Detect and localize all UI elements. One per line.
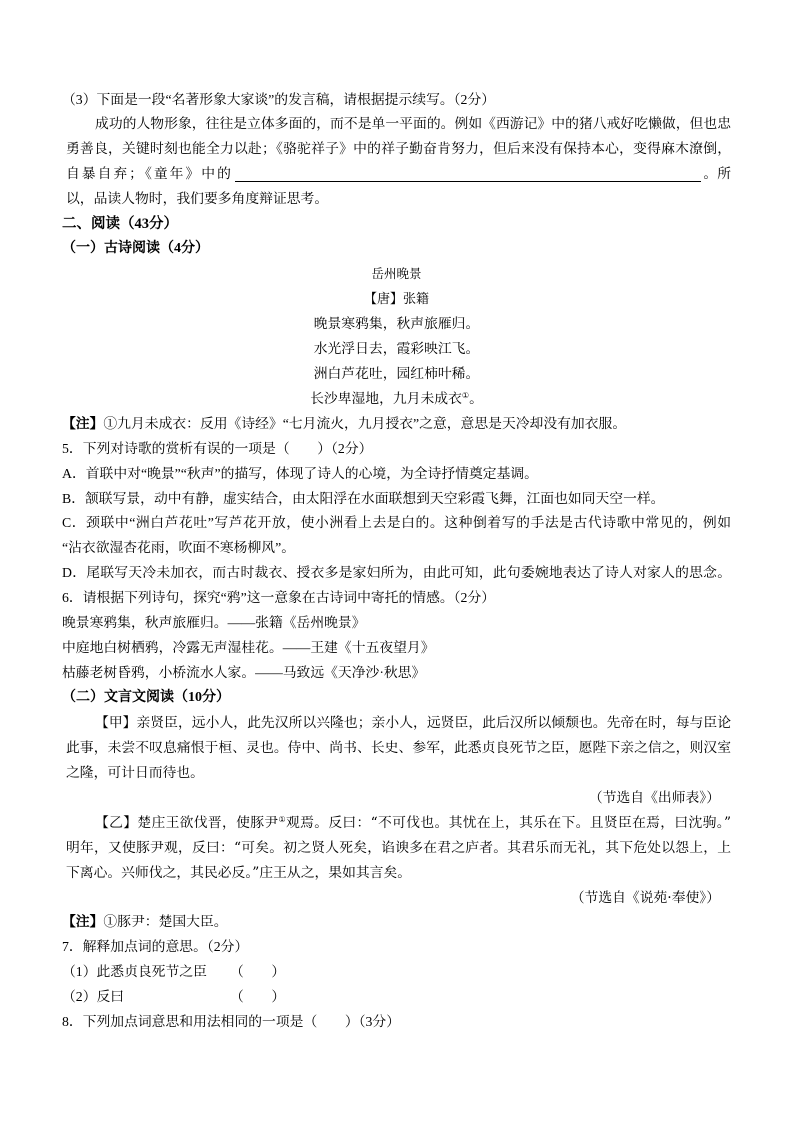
classical-note xyxy=(62,910,731,935)
poem-line-4 xyxy=(62,387,731,412)
q3-prompt: （3）下面是一段“名著形象大家谈”的发言稿，请根据提示续写。（2分） xyxy=(62,91,496,107)
q5-option-d: D．尾联写天冷未加衣，而古时裁衣、授衣多是家妇所为，由此可知，此句委婉地表达了诗人对家人的思念。 xyxy=(62,565,731,581)
part-title-poetry: （一）古诗阅读（4分） xyxy=(62,241,209,257)
poem-line-4-text: 长沙卑湿地，九月未成衣 xyxy=(310,390,462,407)
note-text: ①豚尹：楚国大臣。 xyxy=(103,914,228,930)
q7-item-answer-blank: （ ） xyxy=(230,964,286,980)
q7-item xyxy=(62,960,731,985)
footnote-marker: ① xyxy=(461,390,470,400)
passage-jia-text: 亲贤臣，远小人，此先汉所以兴隆也；亲小人，远贤臣，此后汉所以倾颓也。先帝在时，每与臣论 xyxy=(136,714,732,731)
fill-in-blank-underline xyxy=(235,162,702,182)
passage-jia-line-2: 此事，未尝不叹息痛恨于桓、灵也。侍中、尚书、长史、参军，此悉贞良死节之臣，愿陛下亲之信之，则汉室 xyxy=(66,739,731,756)
q6-prompt: 6．请根据下列诗句，探究“鸦”这一意象在古诗词中寄托的情感。（2分） xyxy=(62,590,496,606)
passage-yi-line-1 xyxy=(62,811,731,836)
q5-option-a: A．首联中对“晚景”“秋声”的描写，体现了诗人的心境，为全诗抒情奠定基调。 xyxy=(62,465,538,481)
speech-line-3-after-blank: 。所 xyxy=(703,166,731,183)
q7-item xyxy=(62,985,731,1010)
part-title-classical: （二）文言文阅读（10分） xyxy=(62,690,230,705)
q5-option-b: B．颔联写景，动中有静，虚实结合，由太阳浮在水面联想到天空彩霞飞舞，江面也如同天空一样。 xyxy=(62,490,665,506)
page-content xyxy=(62,88,731,1036)
q5-option-c-line-1: C．颈联中“洲白芦花吐”写芦花开放，使小洲看上去是白的。这种倒着写的手法是古代诗歌中常见的，例如 xyxy=(62,515,731,531)
footnote-marker: ① xyxy=(278,814,286,824)
passage-yi-source: （节选自《说苑·奉使》） xyxy=(570,889,720,906)
poem-author: 【唐】张籍 xyxy=(363,291,429,306)
note-text: ①九月未成衣：反用《诗经》“七月流火，九月授衣”之意，意思是天冷却没有加衣服。 xyxy=(103,415,627,431)
passage-jia-line-1 xyxy=(62,711,731,736)
passage-jia-line-3: 之隆，可计日而待也。 xyxy=(66,764,204,781)
passage-yi-label: 【乙】 xyxy=(95,814,138,830)
q7-item-answer-blank: （ ） xyxy=(230,989,286,1005)
q6-quote xyxy=(62,661,731,686)
q6-quote-source: ——马致远《天净沙·秋思》 xyxy=(255,665,426,681)
passage-yi-line-3: 下离心。兴师伐之，其民必反。”庄王从之，果如其言矣。 xyxy=(66,864,412,881)
q6-quote-verse: 中庭地白树栖鸦，冷露无声湿桂花。 xyxy=(62,640,283,657)
poem-line-4-punct: 。 xyxy=(469,390,483,407)
note-label: 【注】 xyxy=(62,914,104,930)
q6-quote-source: ——王建《十五夜望月》 xyxy=(282,640,435,656)
speech-line-4: 以，品读人物时，我们要多角度辩证思考。 xyxy=(66,191,329,208)
speech-line-2: 勇善良，关键时刻也能全力以赴；《骆驼祥子》中的祥子勤奋肯努力，但后来没有保持本心，变得麻木潦倒， xyxy=(66,141,731,158)
passage-jia-source: （节选自《出师表》） xyxy=(588,789,720,806)
poem-line-3: 洲白芦花吐，园红柿叶稀。 xyxy=(313,365,480,382)
q5-option-c-line-2: “沾衣欲湿杏花雨，吹面不寒杨柳风”。 xyxy=(62,540,295,556)
poem-line-1: 晚景寒鸦集，秋声旅雁归。 xyxy=(313,315,480,332)
q6-quote xyxy=(62,636,731,661)
note-label: 【注】 xyxy=(62,415,104,431)
q7-item-label: （2）反曰 xyxy=(62,989,125,1005)
section-title-reading: 二、阅读（43分） xyxy=(62,216,178,233)
poem-title: 岳州晚景 xyxy=(371,266,422,282)
q7-item-label: （1）此悉贞良死节之臣 xyxy=(62,964,207,980)
passage-jia-label: 【甲】 xyxy=(95,714,137,730)
q5-prompt: 5．下列对诗歌的赏析有误的一项是（ ）（2分） xyxy=(62,440,373,456)
speech-line-3 xyxy=(62,162,731,187)
passage-yi-text-before-marker: 楚庄王欲伐晋，使豚尹 xyxy=(137,814,279,831)
speech-line-1: 成功的人物形象，往往是立体多面的，而不是单一平面的。例如《西游记》中的猪八戒好吃懒做，但也忠 xyxy=(95,116,731,133)
q6-quote-source: ——张籍《岳州晚景》 xyxy=(227,615,366,631)
poem-note xyxy=(62,412,731,437)
q8-prompt: 8．下列加点词意思和用法相同的一项是（ ）（3分） xyxy=(62,1014,401,1030)
passage-yi-text-after-marker: 观焉。反曰：“不可伐也。其忧在上，其乐在下。且贤臣在焉，曰沈驹。” xyxy=(285,814,732,831)
q6-quote-verse: 枯藤老树昏鸦，小桥流水人家。 xyxy=(62,665,256,682)
q6-quote xyxy=(62,611,731,636)
q6-quote-verse: 晚景寒鸦集，秋声旅雁归。 xyxy=(62,615,228,632)
q7-prompt: 7．解释加点词的意思。（2分） xyxy=(62,939,249,955)
passage-yi-line-2: 明年，又使豚尹观，反曰：“可矣。初之贤人死矣，谄谀多在君之庐者。其君乐而无礼，其下危处以怨上，上 xyxy=(66,839,731,856)
poem-line-2: 水光浮日去，霞彩映江飞。 xyxy=(313,340,480,357)
speech-line-3-before-blank: 自暴自弃；《童年》中的 xyxy=(66,166,233,183)
